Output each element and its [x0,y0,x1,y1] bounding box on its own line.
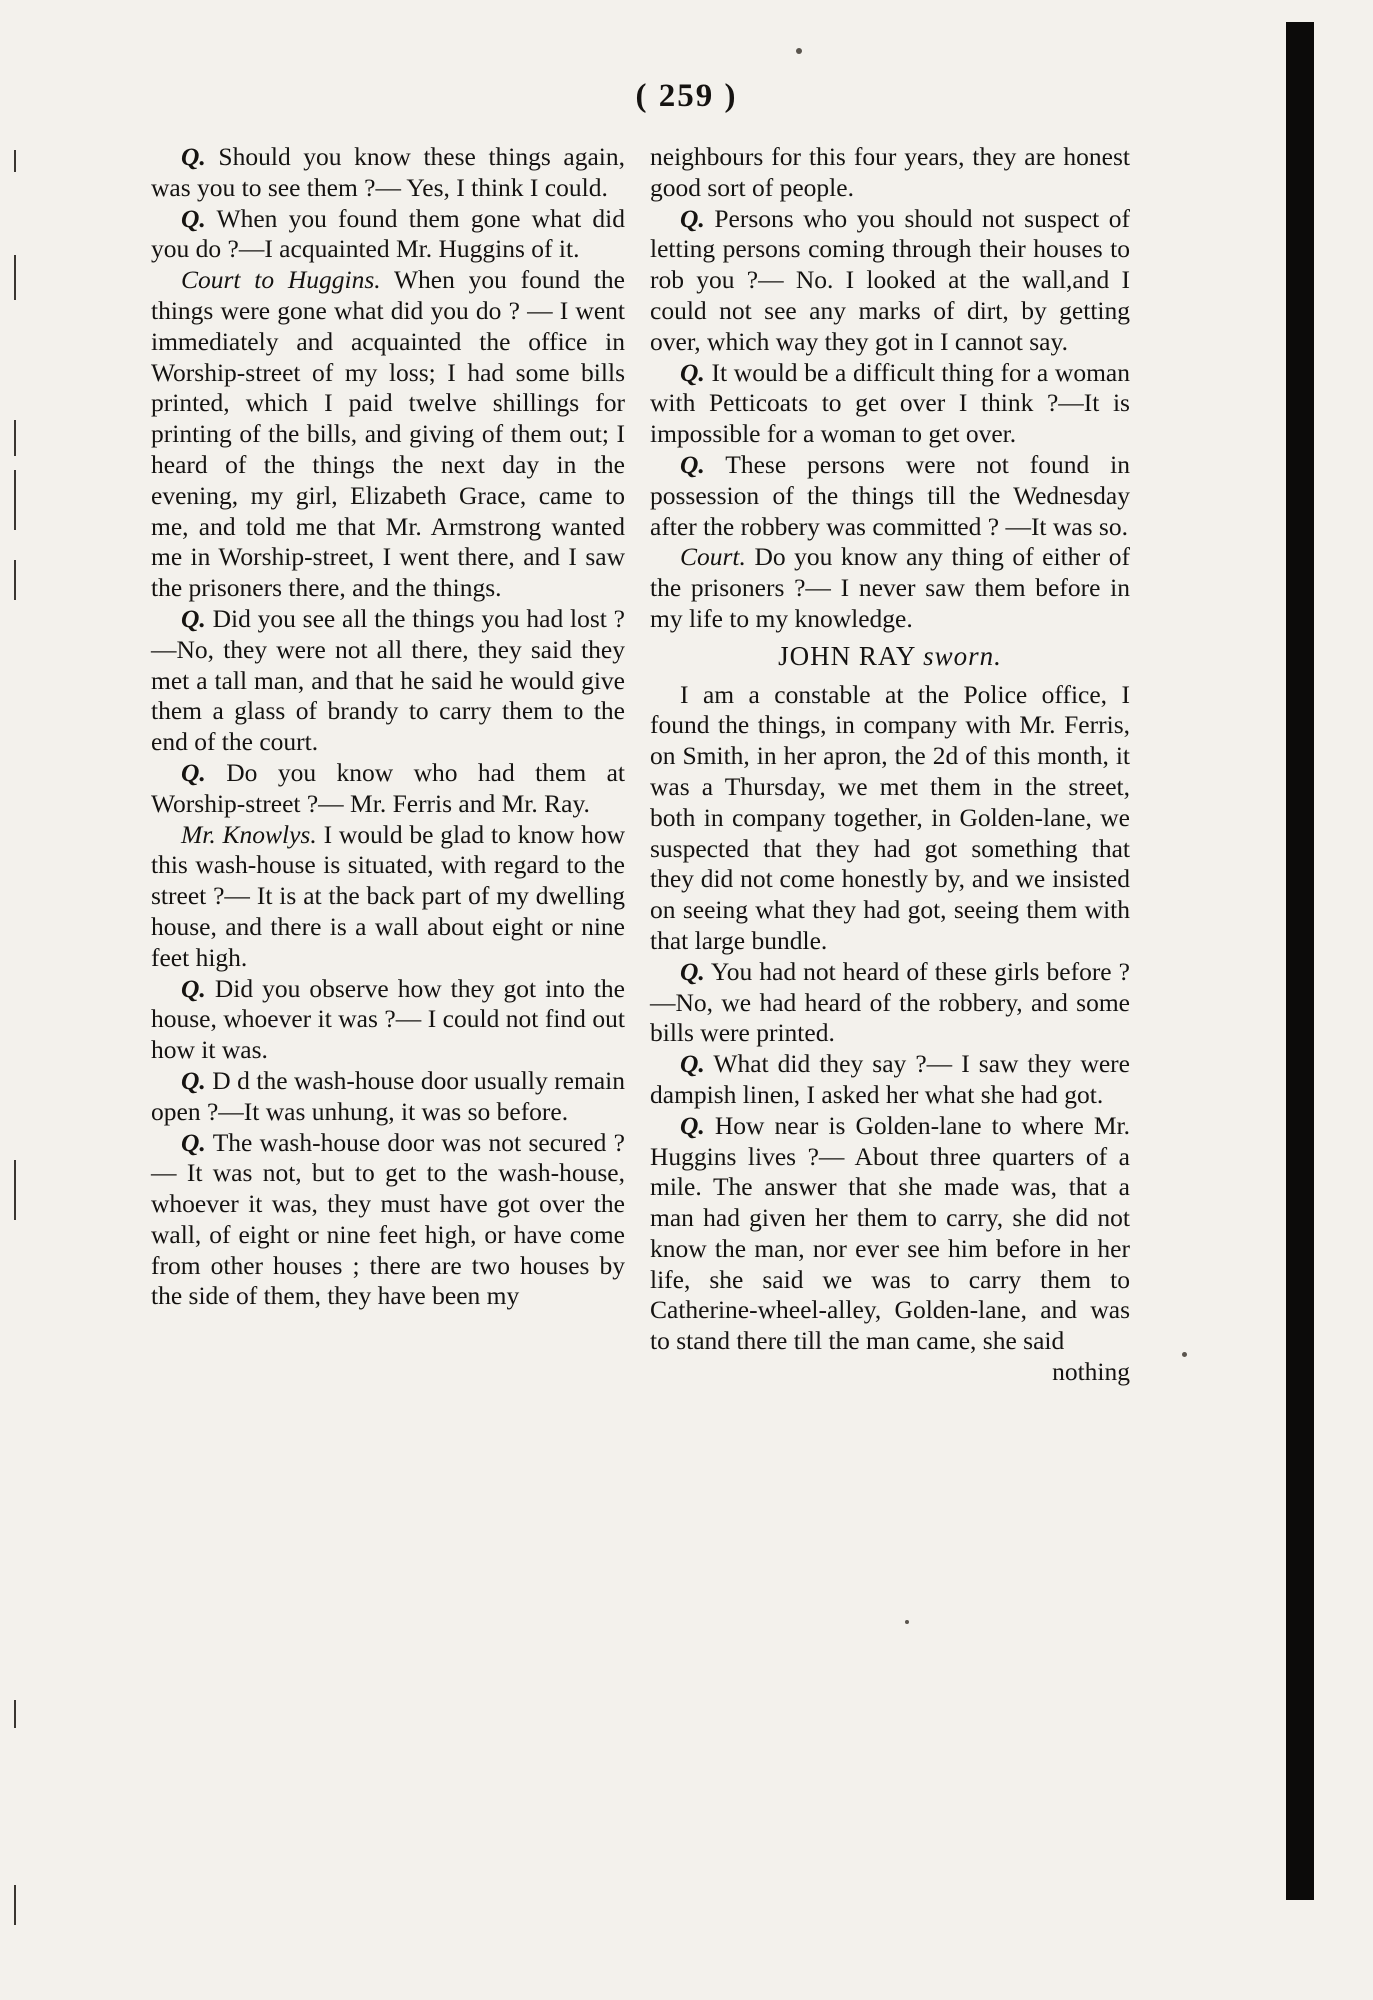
paragraph-text: neighbours for this four years, they are honest good sort of people. [650,142,1130,202]
testimony-paragraph [650,1049,1130,1111]
paragraph-text: When you found the things were gone what did you do ? — I went immediately and acquainted the office in Worship-street of my loss; I had some bills printed, which I paid twelve shillings for printing of the bills, and giving of them out; I heard of the things the next day in the evening, my girl, Elizabeth Grace, came to me, and told me that Mr. Armstrong wanted me in Worship-street, I went there, and I saw the prisoners there, and the things. [151,265,625,603]
question-mark: Q. [680,449,705,479]
question-mark: Q. [680,203,705,233]
testimony-paragraph [151,758,625,820]
testimony-paragraph [151,265,625,604]
testimony-paragraph [650,142,1130,204]
paragraph-text: Did you see all the things you had lost ?—No, they were not all there, they said they met a tall man, and that he said he would give them a glass of brandy to carry them to the end of the court. [151,603,625,757]
question-mark: Q. [680,956,705,986]
testimony-paragraph [151,604,625,758]
testimony-paragraph [650,358,1130,450]
question-mark: Q. [181,603,206,633]
testimony-paragraph [650,1111,1130,1357]
left-margin-marks [4,0,24,2000]
question-mark: Q. [680,1110,705,1140]
testimony-paragraph [151,1128,625,1313]
paragraph-text: Should you know these things again, was you to see them ?— Yes, I think I could. [151,142,626,202]
speaker-label: Mr. Knowlys. [181,819,317,849]
page-number: ( 259 ) [635,78,738,114]
question-mark: Q. [181,142,206,171]
testimony-paragraph [650,542,1130,634]
paragraph-text: It would be a difficult thing for a woman with Petticoats to get over I think ?—It is impossible for a woman to get over. [650,357,1131,449]
testimony-paragraph [650,680,1130,957]
paragraph-text: I would be glad to know how this wash-house is situated, with regard to the street ?— It is at the back part of my dwelling house, and there is a wall about eight or nine feet high. [151,819,626,972]
paragraph-text: Persons who you should not suspect of letting persons coming through their houses to rob you ?— No. I looked at the wall,and I could not see any marks of dirt, by getting over, which way they got in I cannot say. [650,203,1130,356]
paragraph-text: Do you know who had them at Worship-street ?— Mr. Ferris and Mr. Ray. [151,757,625,818]
paragraph-text: These persons were not found in possession of the things till the Wednesday after the robbery was committed ? —It was so. [650,449,1131,541]
paragraph-text: D d the wash-house door usually remain open ?—It was unhung, it was so before. [151,1065,625,1126]
speaker-label: Court. [680,542,746,572]
testimony-paragraph [151,974,625,1066]
left-column [151,142,625,1312]
paragraph-text: When you found them gone what did you do ?—I acquainted Mr. Huggins of it. [151,203,625,264]
testimony-paragraph [650,450,1130,542]
paragraph-text: What did they say ?— I saw they were dampish linen, I asked her what she had got. [650,1049,1130,1109]
testimony-paragraph [650,204,1130,358]
witness-heading [650,641,1130,672]
testimony-paragraph [151,142,625,204]
paragraph-text: I am a constable at the Police office, I found the things, in company with Mr. Ferris, on Smith, in her apron, the 2d of this month, it was a Thursday, we met them in the street, both in company together, in Golden-lane, we suspected that they had got something that they did not come honestly by, and we insisted on seeing what they had got, seeing them with that large bundle. [650,679,1130,955]
right-column [650,142,1130,1388]
paragraph-text: Did you observe how they got into the house, whoever it was ?— I could not find out how it was. [151,973,626,1065]
question-mark: Q. [181,757,206,787]
ink-speck [905,1620,909,1624]
catchword: nothing [1052,1357,1130,1387]
witness-name: JOHN RAY [778,640,916,671]
speaker-label: Court to Huggins. [181,265,381,295]
paragraph-text: Do you know any thing of either of the prisoners ?— I never saw them before in my life to my knowledge. [650,542,1130,633]
question-mark: Q. [181,1127,206,1157]
testimony-paragraph [151,204,625,266]
paragraph-text: The wash-house door was not secured ?— It was not, but to get to the wash-house, whoever it was, they must have got over the wall, of eight or nine feet high, or have come from other houses ; there are two houses by the side of them, they have been my [151,1127,625,1311]
question-mark: Q. [181,203,206,233]
paragraph-text: How near is Golden-lane to where Mr. Huggins lives ?— About three quarters of a mile. The answer that she made was, that a man had given her them to carry, she did not know the man, nor ever see him before in her life, she said we was to carry them to Catherine-wheel-alley, Golden-lane, and was to stand there till the man came, she said [650,1110,1130,1356]
question-mark: Q. [181,1065,206,1095]
ink-speck [1182,1352,1187,1357]
paragraph-text: You had not heard of these girls before ?—No, we had heard of the robbery, and some bills were printed. [650,956,1130,1048]
question-mark: Q. [680,357,705,387]
question-mark: Q. [680,1049,705,1079]
witness-sworn: sworn. [923,640,1002,671]
binding-edge [1286,22,1314,1900]
testimony-paragraph [650,957,1130,1049]
testimony-paragraph [151,1066,625,1128]
question-mark: Q. [181,973,206,1003]
testimony-paragraph [151,820,625,974]
ink-speck [796,48,802,54]
